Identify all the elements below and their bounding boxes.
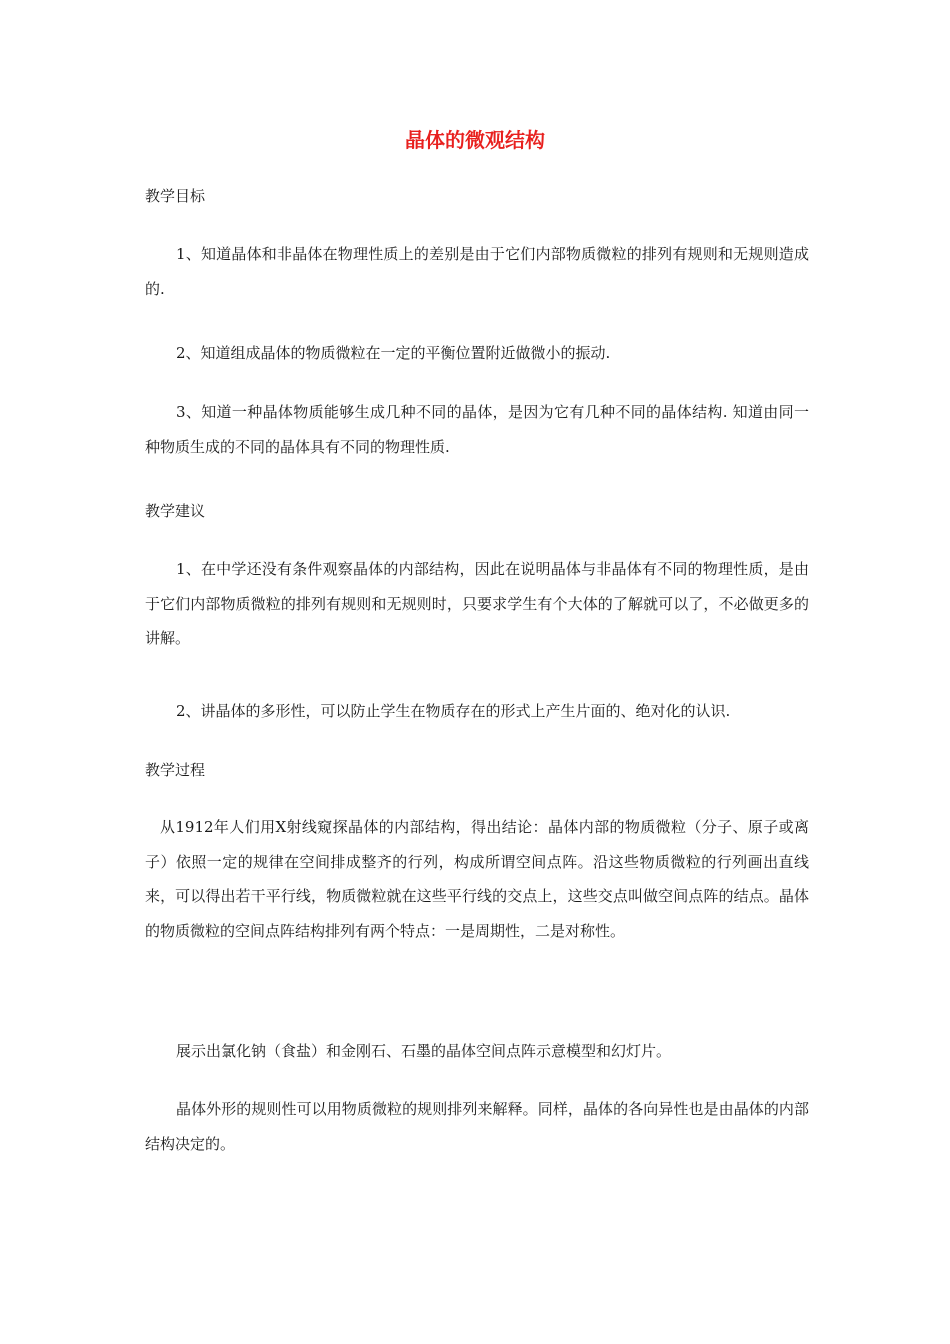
suggestion-paragraph-1: 1、在中学还没有条件观察晶体的内部结构，因此在说明晶体与非晶体有不同的物理性质，是由于它们内部物质微粒的排列有规则和无规则时，只要求学生有个大体的了解就可以了，不必做更多的讲解。 <box>145 560 809 647</box>
process-paragraph-2: 展示出氯化钠（食盐）和金刚石、石墨的晶体空间点阵示意模型和幻灯片。 <box>176 1042 672 1060</box>
process-paragraph-1: 从1912年人们用X射线窥探晶体的内部结构，得出结论：晶体内部的物质微粒（分子、原子或离子）依照一定的规律在空间排成整齐的行列，构成所谓空间点阵。沿这些物质微粒的行列画出直线来，可以得出若干平行线，物质微粒就在这些平行线的交点上，这些交点叫做空间点阵的结点。晶体的物质微粒的空间点阵结构排列有两个特点：一是周期性，二是对称性。 <box>145 818 809 940</box>
suggestion-paragraph-2: 2、讲晶体的多形性，可以防止学生在物质存在的形式上产生片面的、绝对化的认识. <box>176 702 731 720</box>
section-heading-objectives: 教学目标 <box>145 187 206 205</box>
process-paragraph-3: 晶体外形的规则性可以用物质微粒的规则排列来解释。同样，晶体的各向异性也是由晶体的内部结构决定的。 <box>145 1100 809 1153</box>
objective-paragraph-1: 1、知道晶体和非晶体在物理性质上的差别是由于它们内部物质微粒的排列有规则和无规则造成的. <box>145 245 809 298</box>
document-title: 晶体的微观结构 <box>405 128 545 152</box>
objective-paragraph-3: 3、知道一种晶体物质能够生成几种不同的晶体，是因为它有几种不同的晶体结构. 知道由同一种物质生成的不同的晶体具有不同的物理性质. <box>145 403 809 456</box>
section-heading-process: 教学过程 <box>145 761 206 779</box>
objective-paragraph-2: 2、知道组成晶体的物质微粒在一定的平衡位置附近做微小的振动. <box>176 344 611 362</box>
section-heading-suggestions: 教学建议 <box>145 502 206 520</box>
